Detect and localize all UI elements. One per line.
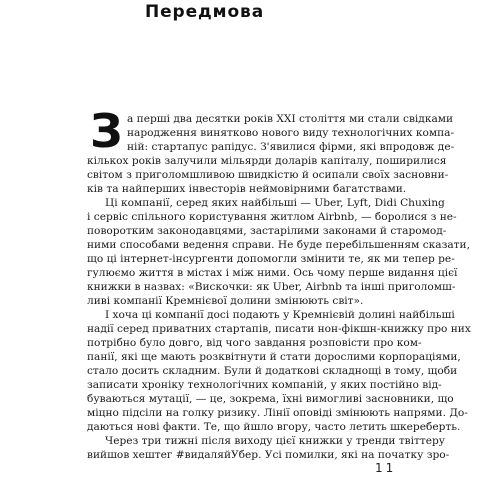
- text-line: гулюємо життя в містах і між ними. Ось чому перше видання цієї: [87, 267, 458, 279]
- text-line: і сервіс спільного користування житлом Airbnb, — боролися з не-: [87, 211, 457, 223]
- text-line: що ці інтернет-інсургенти допомогли змінити те, як ми тепер ре-: [87, 253, 455, 265]
- text-line: ливі компанії Кремнієвої долини змінюють світ».: [87, 295, 364, 307]
- text-line: світом з приголомшливою швидкістю й осипали своїх засновни-: [87, 169, 449, 181]
- text-line: панії, які ще мають розквітнути й стати дорослими корпораціями,: [87, 351, 461, 363]
- text-line: надії серед приватних стартапів, писати нон-фікшн-книжку про них: [87, 323, 471, 335]
- text-line: а перші два десятки років XXI століття ми стали свідками: [127, 113, 454, 125]
- text-line: Через три тижні після виходу цієї книжки у тренди твіттеру: [105, 435, 446, 447]
- text-line: кількох років залучили мільярди доларів капіталу, поширилися: [87, 155, 447, 167]
- text-line: стало досить складним. Були й додаткові складнощі в тому, щоби: [87, 365, 458, 377]
- text-line: ній: стартапус рапідус. З'явилися фірми, які впродовж де-: [127, 141, 455, 153]
- text-line: поворотким законодавцями, застарілими законами й старомод-: [87, 225, 447, 237]
- text-line: буваються мутації, — це, зокрема, їхні вимогливі засновники, що: [87, 393, 454, 405]
- text-line: міцно підсіли на голку ризику. Лінії оповіді змінюють напрями. До-: [87, 407, 468, 419]
- text-line: ків та найперших інвесторів неймовірними багатствами.: [87, 183, 407, 195]
- text-line: потрібно було довго, від чого завдання розповісти про ком-: [87, 337, 422, 349]
- drop-cap: З: [90, 104, 123, 158]
- chapter-title: Передмова: [145, 2, 265, 22]
- text-line: даються нові факти. Те, що йшло вгору, часто летить шкереберть.: [87, 421, 461, 433]
- text-line: книжки в назвах: «Вискочки: як Uber, Airbnb та інші приголомш-: [87, 281, 456, 293]
- page-number: 11: [375, 461, 397, 475]
- text-line: І хоча ці компанії досі подають у Кремнієвій долині найбільші: [105, 309, 455, 321]
- text-line: записати хроніку технологічних компаній, у яких постійно від-: [87, 379, 442, 391]
- text-line: вийшов хештег #видаляйУбер. Усі помилки, які на початку зро-: [87, 449, 450, 461]
- text-line: народження винятково нового виду технологічних компа-: [127, 127, 455, 139]
- text-line: ними способами ведення справи. Не буде перебільшенням сказати,: [87, 239, 470, 251]
- text-line: Ці компанії, серед яких найбільші — Uber, Lyft, Didi Chuxing: [105, 197, 445, 209]
